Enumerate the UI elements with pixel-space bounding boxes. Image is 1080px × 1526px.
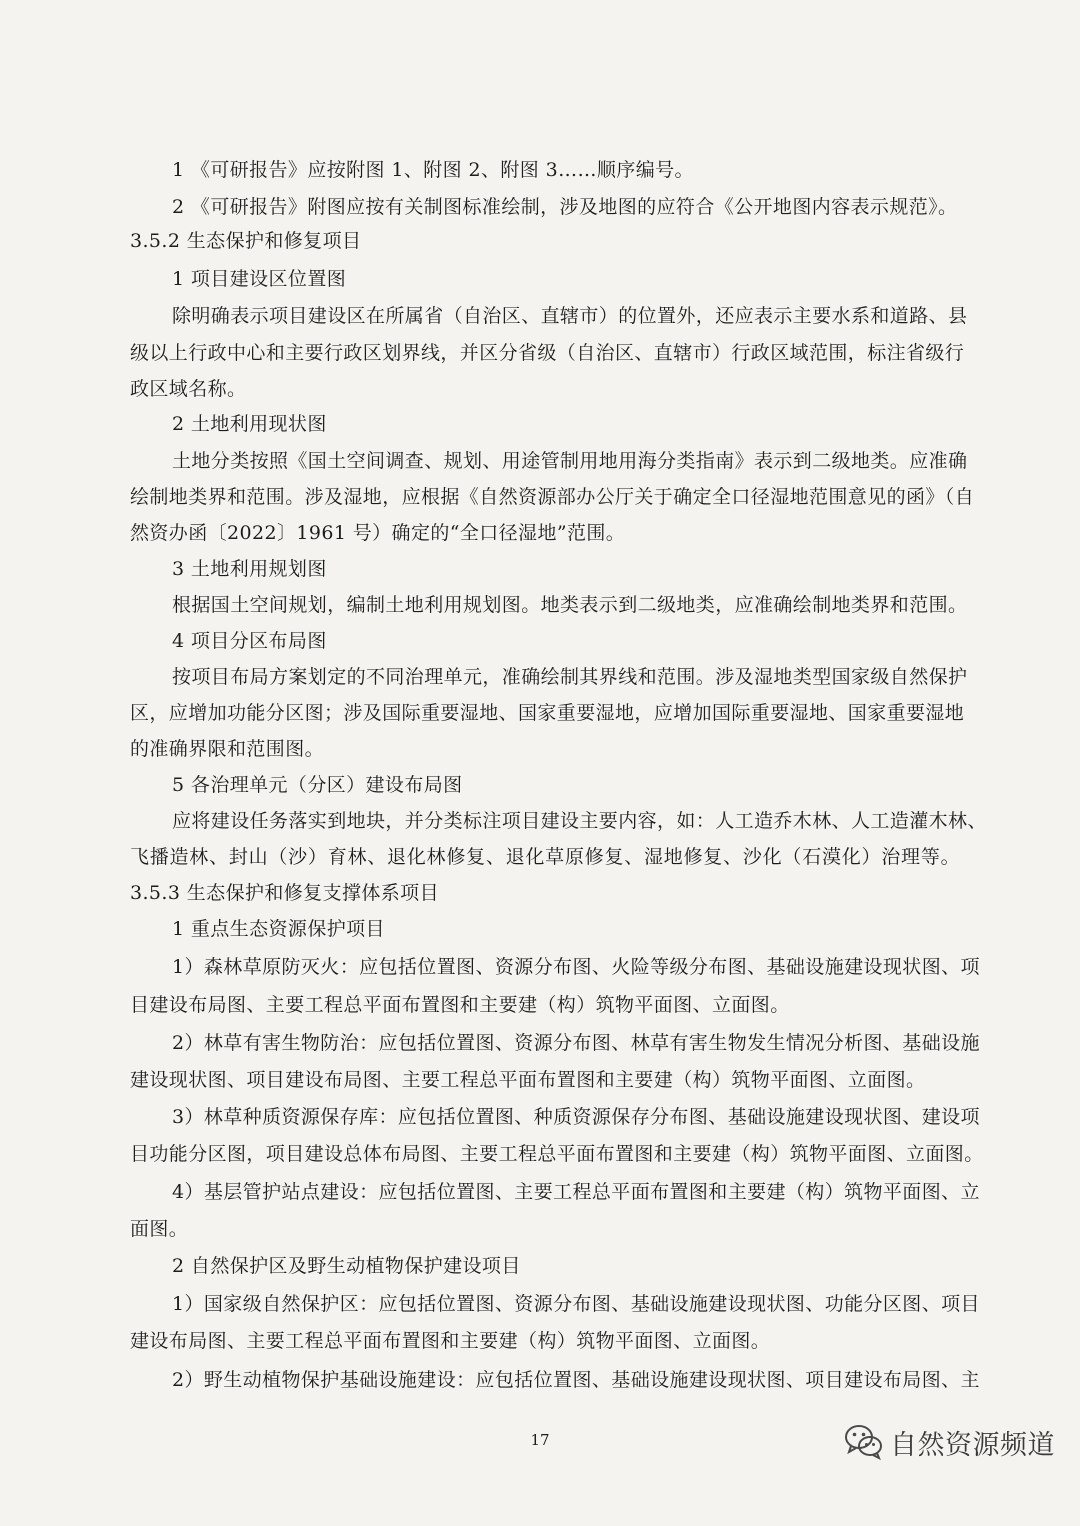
text-line: 土地分类按照《国土空间调查、规划、用途管制用地用海分类指南》表示到二级地类。应准确: [172, 450, 968, 472]
text-line: 绘制地类界和范围。涉及湿地，应根据《自然资源部办公厅关于确定全口径湿地范围意见的函》（自: [130, 486, 975, 508]
text-line: 面图。: [130, 1218, 189, 1240]
text-line: 然资办函〔2022〕1961 号）确定的“全口径湿地”范围。: [130, 522, 626, 544]
text-line: 应将建设任务落实到地块，并分类标注项目建设主要内容，如：人工造乔木林、人工造灌木林、: [172, 810, 987, 832]
text-line: 3 土地利用规划图: [172, 558, 327, 580]
text-line: 1）国家级自然保护区：应包括位置图、资源分布图、基础设施建设现状图、功能分区图、项目: [172, 1293, 980, 1315]
text-line: 2 《可研报告》附图应按有关制图标准绘制，涉及地图的应符合《公开地图内容表示规范》。: [172, 196, 958, 218]
text-line: 3）林草种质资源保存库：应包括位置图、种质资源保存分布图、基础设施建设现状图、建设项: [172, 1106, 980, 1128]
text-line: 目建设布局图、主要工程总平面布置图和主要建（构）筑物平面图、立面图。: [130, 994, 790, 1016]
text-line: 4）基层管护站点建设：应包括位置图、主要工程总平面布置图和主要建（构）筑物平面图、立: [172, 1181, 980, 1203]
text-line: 除明确表示项目建设区在所属省（自治区、直辖市）的位置外，还应表示主要水系和道路、县: [172, 305, 968, 327]
text-line: 目功能分区图，项目建设总体布局图、主要工程总平面布置图和主要建（构）筑物平面图、立面图。: [130, 1143, 984, 1165]
wechat-icon: [842, 1420, 886, 1464]
text-line: 2 土地利用现状图: [172, 413, 327, 435]
text-line: 1）森林草原防灭火：应包括位置图、资源分布图、火险等级分布图、基础设施建设现状图、项: [172, 956, 980, 978]
text-line: 按项目布局方案划定的不同治理单元，准确绘制其界线和范围。涉及湿地类型国家级自然保护: [172, 666, 968, 688]
text-line: 2 自然保护区及野生动植物保护建设项目: [172, 1255, 521, 1277]
text-line: 1 《可研报告》应按附图 1、附图 2、附图 3……顺序编号。: [172, 159, 694, 181]
text-line: 政区域名称。: [130, 378, 247, 400]
text-line: 的准确界限和范围图。: [130, 738, 325, 760]
text-line: 1 重点生态资源保护项目: [172, 918, 385, 940]
text-line: 2）林草有害生物防治：应包括位置图、资源分布图、林草有害生物发生情况分析图、基础设施: [172, 1032, 980, 1054]
watermark-text: 自然资源频道: [890, 1429, 1055, 1461]
text-line: 建设布局图、主要工程总平面布置图和主要建（构）筑物平面图、立面图。: [130, 1330, 771, 1352]
watermark: [842, 1420, 1055, 1464]
text-line: 级以上行政中心和主要行政区划界线，并区分省级（自治区、直辖市）行政区域范围，标注省级行: [130, 342, 965, 364]
text-line: 建设现状图、项目建设布局图、主要工程总平面布置图和主要建（构）筑物平面图、立面图。: [130, 1069, 926, 1091]
text-line: 3.5.2 生态保护和修复项目: [130, 230, 362, 252]
text-line: 2）野生动植物保护基础设施建设：应包括位置图、基础设施建设现状图、项目建设布局图、主: [172, 1369, 980, 1391]
text-line: 3.5.3 生态保护和修复支撑体系项目: [130, 882, 439, 904]
text-line: 4 项目分区布局图: [172, 630, 327, 652]
text-line: 1 项目建设区位置图: [172, 268, 347, 290]
text-line: 飞播造林、封山（沙）育林、退化林修复、退化草原修复、湿地修复、沙化（石漠化）治理等。: [130, 846, 960, 868]
text-line: 根据国土空间规划，编制土地利用规划图。地类表示到二级地类，应准确绘制地类界和范围。: [172, 594, 968, 616]
text-line: 5 各治理单元（分区）建设布局图: [172, 774, 463, 796]
text-line: 区，应增加功能分区图；涉及国际重要湿地、国家重要湿地，应增加国际重要湿地、国家重要湿地: [130, 702, 965, 724]
page-number: 17: [530, 1431, 550, 1449]
